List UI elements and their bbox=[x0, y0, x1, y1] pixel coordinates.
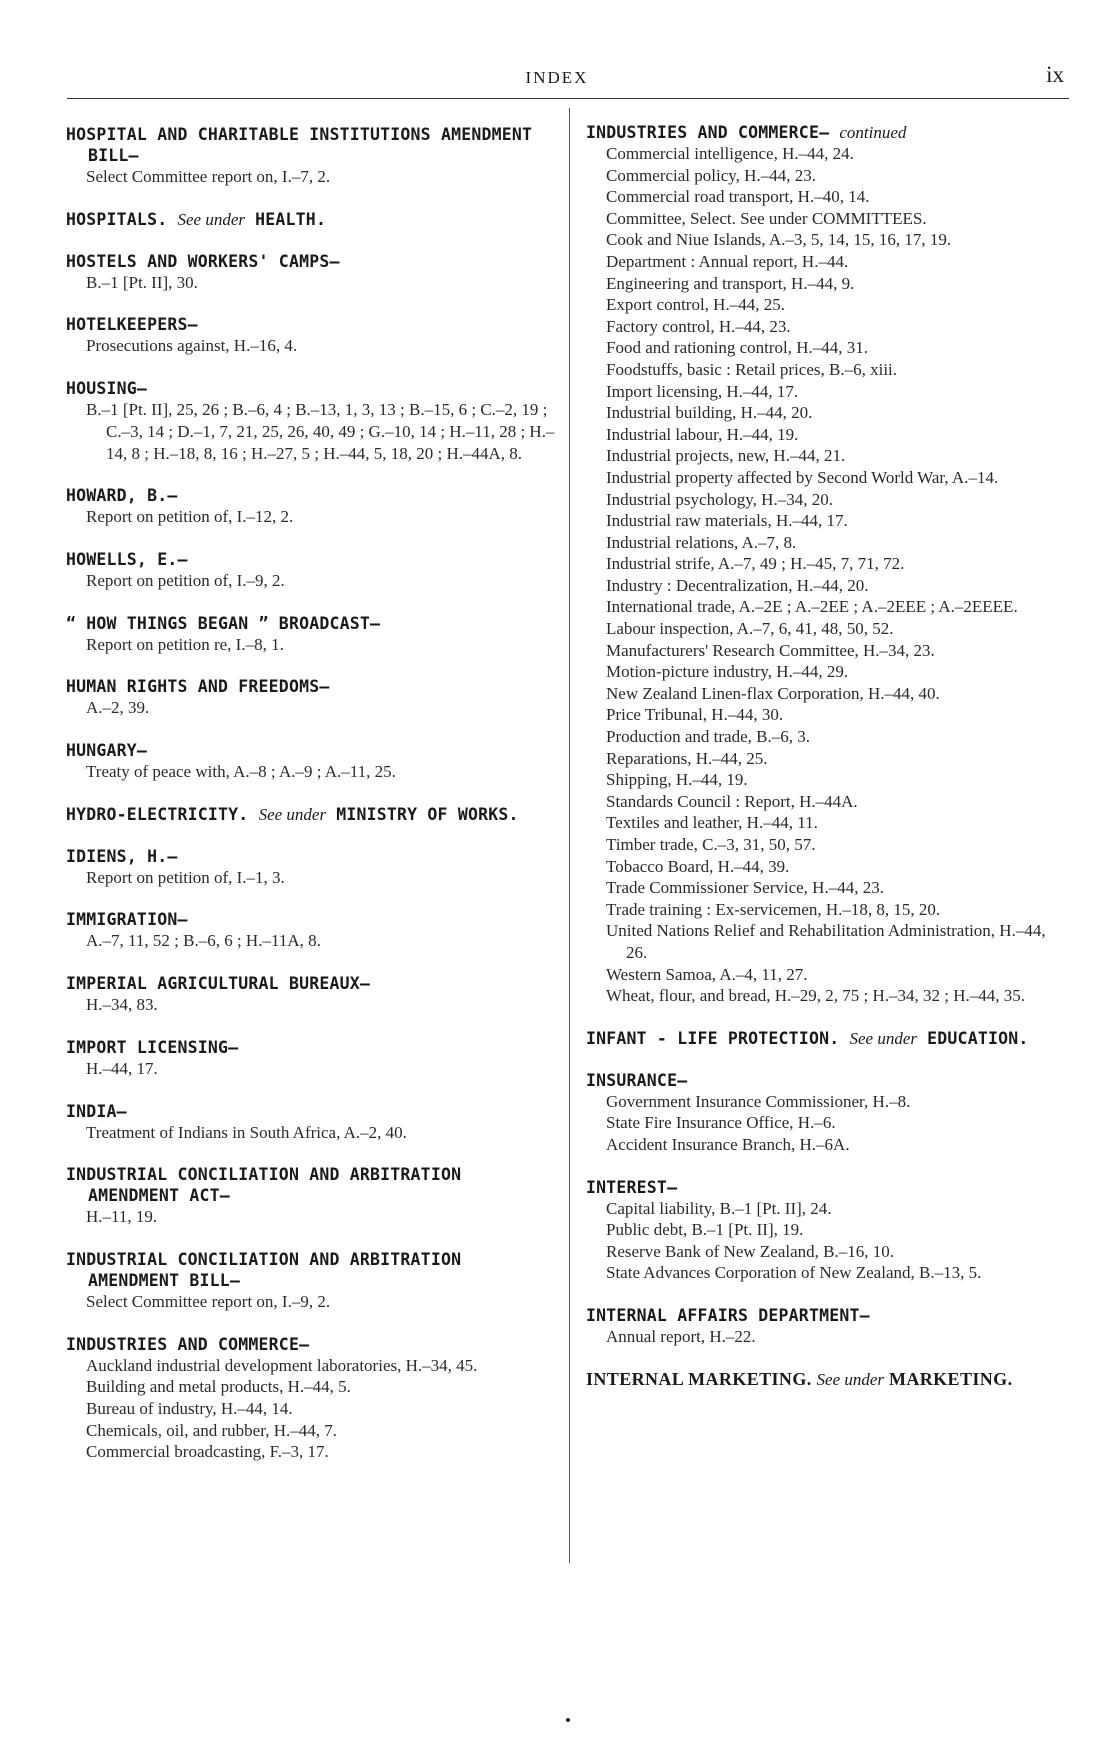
entry-subline: Report on petition of, I.–1, 3. bbox=[86, 867, 285, 887]
heading-text: HOUSING— bbox=[66, 379, 148, 399]
entry-subline: Auckland industrial development laboratories, H.–34, 45. bbox=[86, 1355, 478, 1375]
heading-text: INTERNAL MARKETING. bbox=[586, 1368, 812, 1389]
entry-subline: Timber trade, C.–3, 31, 50, 57. bbox=[606, 835, 816, 854]
entry-subline: Reparations, H.–44, 25. bbox=[606, 748, 768, 768]
see-reference: See under bbox=[258, 804, 327, 824]
see-reference: See under bbox=[816, 1369, 885, 1389]
index-entry bbox=[586, 1369, 1068, 1390]
index-entry bbox=[66, 378, 558, 464]
entry-subline: United Nations Relief and Rehabilitation Administration, H.–44, 26. bbox=[606, 921, 1046, 962]
left-column bbox=[66, 124, 558, 1484]
entry-heading bbox=[66, 1334, 558, 1355]
entry-subline: Labour inspection, A.–7, 6, 41, 48, 50, 52. bbox=[606, 619, 894, 639]
entry-subline: Factory control, H.–44, 23. bbox=[606, 316, 791, 336]
entry-subline: Production and trade, B.–6, 3. bbox=[606, 727, 810, 747]
entry-heading bbox=[586, 122, 1068, 143]
entry-subline: Shipping, H.–44, 19. bbox=[606, 770, 748, 790]
entry-heading bbox=[586, 1369, 1068, 1390]
heading-text: IDIENS, H.— bbox=[66, 846, 178, 866]
right-column bbox=[586, 122, 1068, 1411]
entry-subline: Trade Commissioner Service, H.–44, 23. bbox=[606, 878, 884, 898]
index-entry bbox=[66, 1101, 558, 1144]
heading-text: INDUSTRIAL CONCILIATION AND ARBITRATION AMENDMENT BILL— bbox=[66, 1249, 462, 1290]
entry-heading bbox=[66, 485, 558, 506]
entry-subline: Treatment of Indians in South Africa, A.–2, 40. bbox=[86, 1122, 407, 1142]
entry-subline: Industrial raw materials, H.–44, 17. bbox=[606, 511, 848, 531]
index-entry bbox=[66, 549, 558, 592]
entry-subline: Report on petition re, I.–8, 1. bbox=[86, 634, 284, 654]
entry-subline: Public debt, B.–1 [Pt. II], 19. bbox=[606, 1220, 804, 1240]
entry-subline: Price Tribunal, H.–44, 30. bbox=[606, 705, 784, 725]
heading-text: HUNGARY— bbox=[66, 741, 148, 761]
heading-text: INDUSTRIES AND COMMERCE— bbox=[66, 1334, 310, 1354]
entry-subline: New Zealand Linen-flax Corporation, H.–44, 40. bbox=[606, 683, 940, 703]
entry-heading bbox=[66, 909, 558, 930]
entry-subline: Wheat, flour, and bread, H.–29, 2, 75 ; H.–34, 32 ; H.–44, 35. bbox=[606, 986, 1026, 1006]
entry-subline: B.–1 [Pt. II], 30. bbox=[86, 272, 198, 292]
index-entry bbox=[66, 485, 558, 528]
index-entry bbox=[586, 1305, 1068, 1348]
heading-text: HOSPITALS. bbox=[66, 209, 168, 229]
heading-text: “ HOW THINGS BEGAN ” BROADCAST— bbox=[66, 613, 381, 633]
index-entry bbox=[66, 846, 558, 889]
heading-text: HOWELLS, E.— bbox=[66, 549, 188, 569]
heading-text: INDUSTRIES AND COMMERCE— bbox=[586, 123, 830, 142]
cross-reference: EDUCATION. bbox=[927, 1028, 1029, 1048]
entry-subline: Food and rationing control, H.–44, 31. bbox=[606, 338, 869, 358]
heading-text: HUMAN RIGHTS AND FREEDOMS— bbox=[66, 677, 330, 697]
entry-heading bbox=[66, 209, 558, 230]
header-rule bbox=[67, 98, 1069, 99]
index-entry bbox=[586, 122, 1068, 1007]
index-entry bbox=[66, 804, 558, 825]
entry-subline: Industrial building, H.–44, 20. bbox=[606, 403, 813, 423]
heading-text: HOWARD, B.— bbox=[66, 486, 178, 506]
entry-subline: Bureau of industry, H.–44, 14. bbox=[86, 1399, 293, 1419]
entry-subline: Committee, Select. See under COMMITTEES. bbox=[606, 208, 927, 228]
cross-reference: HEALTH. bbox=[255, 209, 327, 229]
entry-subline: State Fire Insurance Office, H.–6. bbox=[606, 1113, 836, 1133]
entry-subline: Foodstuffs, basic : Retail prices, B.–6, xiii. bbox=[606, 359, 898, 379]
heading-text: IMPORT LICENSING— bbox=[66, 1037, 239, 1057]
entry-heading bbox=[66, 314, 558, 335]
heading-text: INSURANCE— bbox=[586, 1070, 688, 1090]
entry-subline: Industrial projects, new, H.–44, 21. bbox=[606, 446, 846, 466]
index-entry bbox=[66, 1334, 558, 1464]
entry-heading bbox=[66, 740, 558, 761]
entry-subline: Chemicals, oil, and rubber, H.–44, 7. bbox=[86, 1420, 337, 1440]
heading-text: HOSTELS AND WORKERS' CAMPS— bbox=[66, 251, 340, 271]
entry-subline: A.–2, 39. bbox=[86, 698, 150, 718]
entry-subline: Report on petition of, I.–9, 2. bbox=[86, 570, 285, 590]
index-entry bbox=[66, 909, 558, 952]
heading-text: HOSPITAL AND CHARITABLE INSTITUTIONS AMENDMENT BILL— bbox=[66, 125, 533, 165]
page-title: INDEX bbox=[525, 68, 589, 87]
entry-subline: Standards Council : Report, H.–44A. bbox=[606, 791, 858, 811]
entry-heading bbox=[586, 1305, 1068, 1326]
entry-subline: Commercial policy, H.–44, 23. bbox=[606, 165, 816, 185]
entry-heading bbox=[66, 846, 558, 867]
index-entry bbox=[586, 1177, 1068, 1284]
entry-subline: State Advances Corporation of New Zealand, B.–13, 5. bbox=[606, 1263, 982, 1283]
cross-reference: MARKETING. bbox=[888, 1368, 1013, 1389]
index-entry bbox=[66, 613, 558, 656]
index-entry bbox=[66, 1249, 558, 1313]
index-entry bbox=[66, 209, 558, 230]
entry-heading bbox=[586, 1028, 1068, 1049]
heading-text: INDIA— bbox=[66, 1101, 127, 1121]
entry-heading bbox=[66, 549, 558, 570]
entry-subline: Export control, H.–44, 25. bbox=[606, 295, 785, 315]
index-entry bbox=[66, 124, 558, 188]
entry-subline: Commercial broadcasting, F.–3, 17. bbox=[86, 1442, 329, 1462]
index-entry bbox=[586, 1028, 1068, 1049]
entry-subline: B.–1 [Pt. II], 25, 26 ; B.–6, 4 ; B.–13, 1, 3, 13 ; B.–15, 6 ; C.–2, 19 ; C.–3, 14 ; D.–1, 7, 21, 25, 26, 40, 49 ; G.–10, 14 ; H.–11, 28 ; H.–14, 8 ; H.–18, 8, 16 ; H.–27, 5 ; H.–44, 5, 18, 20 ; H.–44A, 8. bbox=[86, 400, 555, 463]
entry-subline: Report on petition of, I.–12, 2. bbox=[86, 507, 294, 527]
entry-subline: Engineering and transport, H.–44, 9. bbox=[606, 273, 855, 293]
index-entry bbox=[66, 676, 558, 719]
entry-subline: Accident Insurance Branch, H.–6A. bbox=[606, 1134, 850, 1154]
see-reference: See under bbox=[849, 1028, 918, 1048]
entry-subline: Textiles and leather, H.–44, 11. bbox=[606, 813, 818, 833]
entry-subline: Commercial intelligence, H.–44, 24. bbox=[606, 144, 854, 163]
entry-heading bbox=[66, 1249, 558, 1291]
index-entry bbox=[66, 1037, 558, 1080]
footer-mark bbox=[566, 1718, 570, 1722]
page-number: ix bbox=[1046, 62, 1064, 87]
entry-heading bbox=[66, 613, 558, 634]
entry-subline: Capital liability, B.–1 [Pt. II], 24. bbox=[606, 1198, 832, 1218]
index-entry bbox=[66, 314, 558, 357]
heading-text: IMMIGRATION— bbox=[66, 910, 188, 930]
heading-text: INFANT - LIFE PROTECTION. bbox=[586, 1028, 840, 1048]
entry-subline: Select Committee report on, I.–9, 2. bbox=[86, 1291, 331, 1311]
entry-subline: Industrial property affected by Second World War, A.–14. bbox=[606, 467, 999, 487]
entry-subline: H.–11, 19. bbox=[86, 1207, 158, 1227]
entry-heading bbox=[66, 1101, 558, 1122]
entry-subline: Industrial labour, H.–44, 19. bbox=[606, 424, 799, 444]
entry-subline: Manufacturers' Research Committee, H.–34, 23. bbox=[606, 640, 935, 660]
entry-subline: A.–7, 11, 52 ; B.–6, 6 ; H.–11A, 8. bbox=[86, 931, 321, 951]
index-entry bbox=[66, 740, 558, 783]
entry-subline: H.–44, 17. bbox=[86, 1058, 158, 1078]
entry-heading bbox=[66, 124, 558, 166]
entry-subline: Industrial psychology, H.–34, 20. bbox=[606, 489, 833, 509]
page-header bbox=[0, 0, 1114, 100]
entry-subline: Commercial road transport, H.–40, 14. bbox=[606, 187, 870, 207]
entry-subline: Department : Annual report, H.–44. bbox=[606, 251, 849, 271]
entry-subline: Building and metal products, H.–44, 5. bbox=[86, 1377, 351, 1397]
entry-subline: Industrial strife, A.–7, 49 ; H.–45, 7, 71, 72. bbox=[606, 554, 905, 574]
entry-subline: Cook and Niue Islands, A.–3, 5, 14, 15, 16, 17, 19. bbox=[606, 230, 952, 250]
heading-text: INTEREST— bbox=[586, 1177, 678, 1197]
entry-heading bbox=[66, 1037, 558, 1058]
entry-subline: Select Committee report on, I.–7, 2. bbox=[86, 167, 331, 186]
entry-subline: Government Insurance Commissioner, H.–8. bbox=[606, 1091, 911, 1111]
heading-text: HYDRO-ELECTRICITY. bbox=[66, 804, 249, 824]
entry-subline: Western Samoa, A.–4, 11, 27. bbox=[606, 964, 808, 984]
heading-text: HOTELKEEPERS— bbox=[66, 315, 198, 335]
entry-heading bbox=[66, 676, 558, 697]
entry-subline: International trade, A.–2E ; A.–2EE ; A.–2EEE ; A.–2EEEE. bbox=[606, 597, 1018, 617]
see-reference: continued bbox=[839, 123, 907, 142]
index-entry bbox=[586, 1070, 1068, 1156]
entry-subline: Treaty of peace with, A.–8 ; A.–9 ; A.–11, 25. bbox=[86, 762, 396, 782]
see-reference: See under bbox=[177, 209, 245, 229]
heading-text: INTERNAL AFFAIRS DEPARTMENT— bbox=[586, 1305, 870, 1325]
entry-subline: Prosecutions against, H.–16, 4. bbox=[86, 336, 298, 356]
entry-heading bbox=[66, 251, 558, 272]
entry-heading bbox=[66, 973, 558, 994]
entry-subline: Annual report, H.–22. bbox=[606, 1326, 756, 1346]
entry-subline: Industrial relations, A.–7, 8. bbox=[606, 532, 797, 552]
column-divider bbox=[569, 108, 570, 1563]
entry-subline: Tobacco Board, H.–44, 39. bbox=[606, 856, 790, 876]
index-entry bbox=[66, 1164, 558, 1228]
entry-subline: Import licensing, H.–44, 17. bbox=[606, 381, 799, 401]
heading-text: INDUSTRIAL CONCILIATION AND ARBITRATION AMENDMENT ACT— bbox=[66, 1165, 462, 1206]
entry-heading bbox=[586, 1177, 1068, 1198]
index-entry bbox=[66, 973, 558, 1016]
entry-subline: Industry : Decentralization, H.–44, 20. bbox=[606, 575, 869, 595]
entry-subline: H.–34, 83. bbox=[86, 995, 158, 1015]
entry-subline: Trade training : Ex-servicemen, H.–18, 8, 15, 20. bbox=[606, 899, 941, 919]
entry-subline: Motion-picture industry, H.–44, 29. bbox=[606, 662, 849, 682]
entry-heading bbox=[66, 804, 558, 825]
heading-text: IMPERIAL AGRICULTURAL BUREAUX— bbox=[66, 974, 371, 994]
entry-heading bbox=[66, 378, 558, 399]
cross-reference: MINISTRY OF WORKS. bbox=[336, 804, 519, 824]
entry-subline: Reserve Bank of New Zealand, B.–16, 10. bbox=[606, 1241, 894, 1261]
index-entry bbox=[66, 251, 558, 294]
entry-heading bbox=[66, 1164, 558, 1206]
entry-heading bbox=[586, 1070, 1068, 1091]
